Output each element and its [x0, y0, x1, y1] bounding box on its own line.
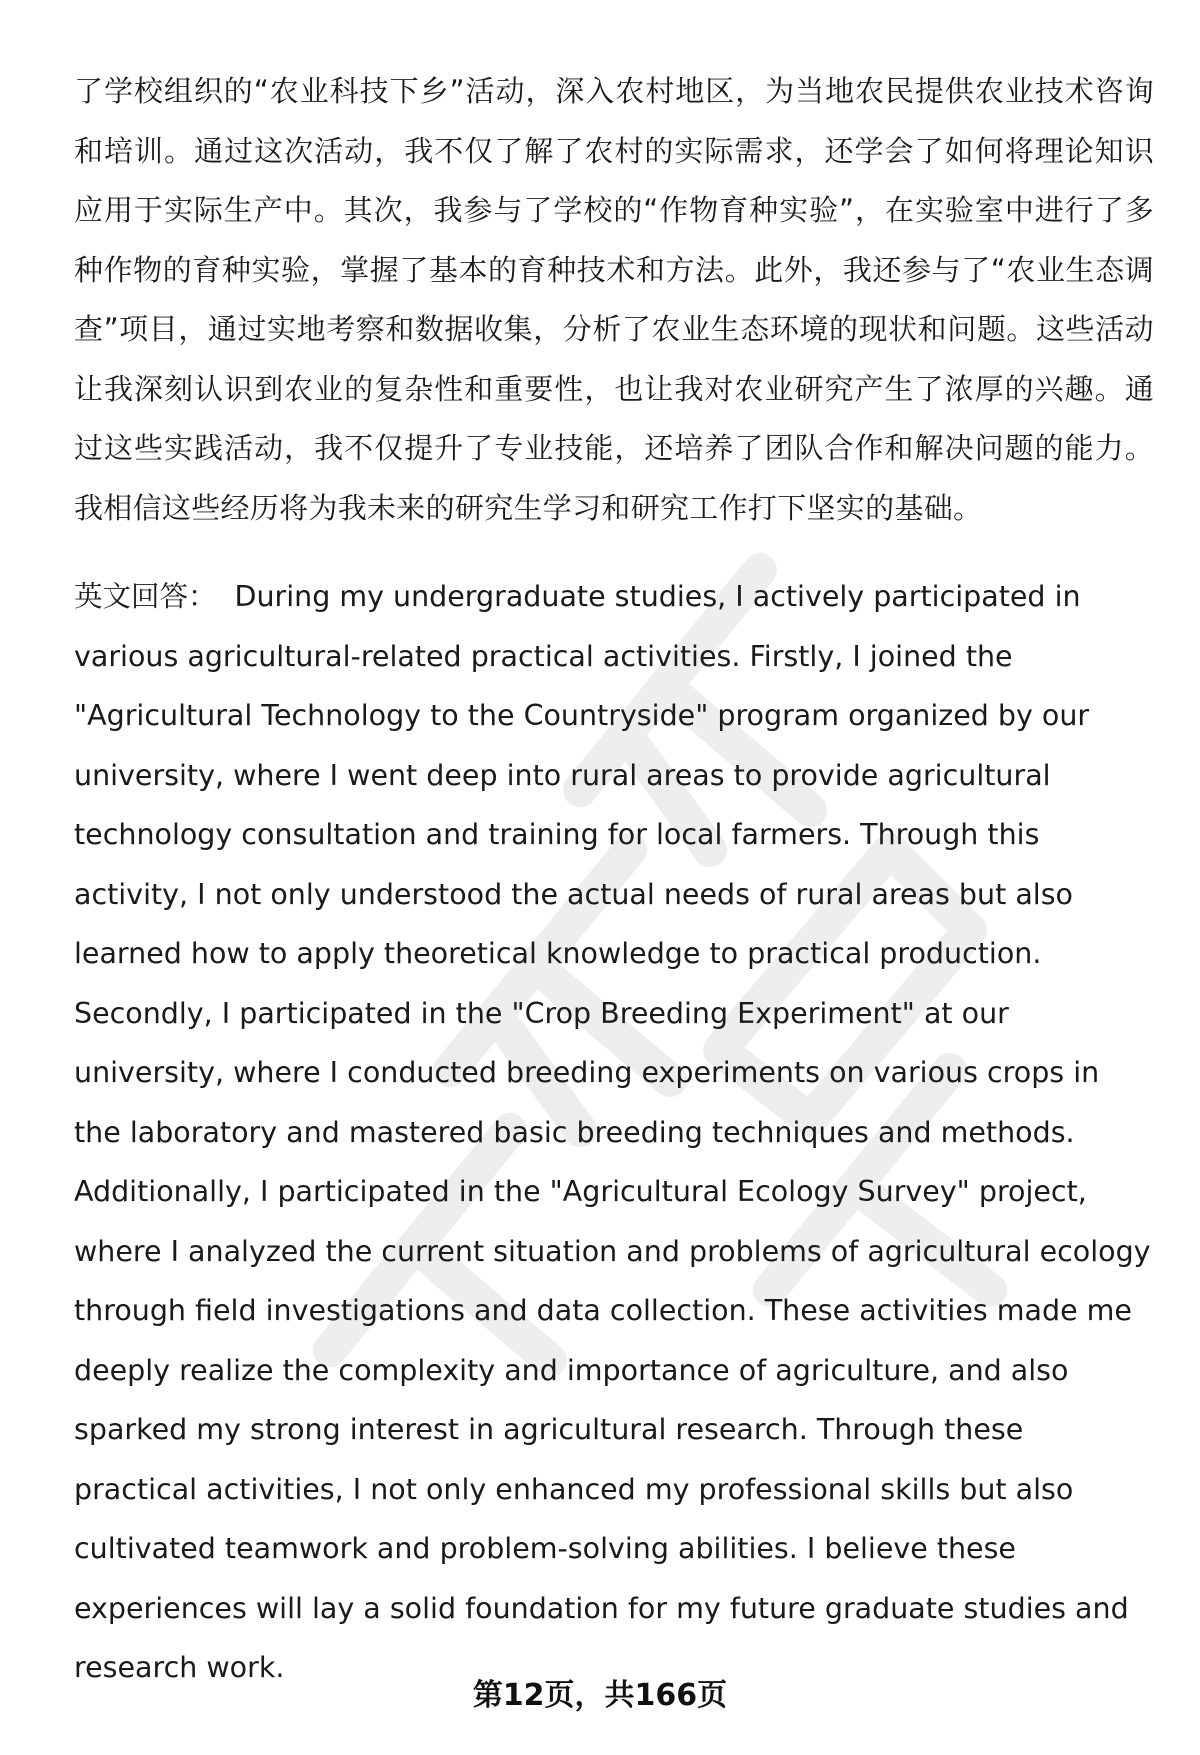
english-answer-block [74, 567, 1154, 1698]
document-body [74, 62, 1154, 1698]
english-answer-label: 英文回答： [74, 580, 217, 613]
chinese-answer-paragraph: 了学校组织的“农业科技下乡”活动，深入农村地区，为当地农民提供农业技术咨询和培训。通过这次活动，我不仅了解了农村的实际需求，还学会了如何将理论知识应用于实际生产中。其次，我参与了学校的“作物育种实验”，在实验室中进行了多种作物的育种实验，掌握了基本的育种技术和方法。此外，我还参与了“农业生态调查”项目，通过实地考察和数据收集，分析了农业生态环境的现状和问题。这些活动让我深刻认识到农业的复杂性和重要性，也让我对农业研究产生了浓厚的兴趣。通过这些实践活动，我不仅提升了专业技能，还培养了团队合作和解决问题的能力。我相信这些经历将为我未来的研究生学习和研究工作打下坚实的基础。 [74, 74, 1154, 525]
english-answer-paragraph: During my undergraduate studies, I actively participated in various agricultural-related practical activities. Firstly, I joined the "Agricultural Technology to the Countryside" program organized by our university, where I went deep into rural areas to provide agricultural technology consultation and training for local farmers. Through this activity, I not only understood the actual needs of rural areas but also learned how to apply theoretical knowledge to practical production. Secondly, I participated in the "Crop Breeding Experiment" at our university, where I conducted breeding experiments on various crops in the laboratory and mastered basic breeding techniques and methods. Additionally, I participated in the "Agricultural Ecology Survey" project, where I analyzed the current situation and problems of agricultural ecology through field investigations and data collection. These activities made me deeply realize the complexity and importance of agriculture, and also sparked my strong interest in agricultural research. Through these practical activities, I not only enhanced my professional skills but also cultivated teamwork and problem-solving abilities. I believe these experiences will lay a solid foundation for my future graduate studies and research work. [74, 580, 1151, 1684]
page-number-footer: 第12页，共166页 [472, 1678, 728, 1713]
